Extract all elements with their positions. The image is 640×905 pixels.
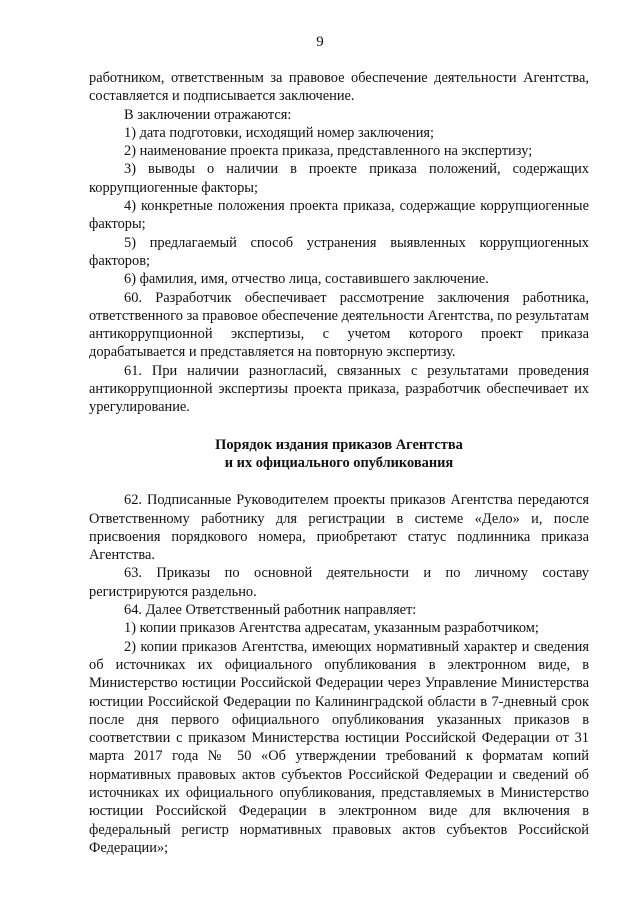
paragraph-continuation: работником, ответственным за правовое обеспечение деятельности Агентства, составляется и подписывается заключение. [89,70,589,105]
list-item-1: 1) дата подготовки, исходящий номер заключения; [124,124,435,141]
paragraph-64: 64. Далее Ответственный работник направляет: [124,602,417,619]
paragraph-63: 63. Приказы по основной деятельности и по личному составу регистрируются раздельно. [89,565,589,600]
paragraph-60: 60. Разработчик обеспечивает рассмотрение заключения работника, ответственного за правовое обеспечение деятельности Агентства, по результатам антикоррупционной экспертизы, с учетом которого проект приказа дорабатывается и представляется на повторную экспертизу. [89,289,589,361]
list-item-64-2: 2) копии приказов Агентства, имеющих нормативный характер и сведения об источниках их официального опубликования в электронном виде, в Министерство юстиции Российской Федерации через Управление Министерства юстиции Российской Федерации по Калининградской области в 7-дневный срок после дня первого официального опубликования указанных приказов в соответствии с приказом Министерства юстиции Российской Федерации от 31 марта 2017 года № 50 «Об утверждении требований к форматам копий нормативных правовых актов субъектов Российской Федерации и сведений об источниках их официального опубликования, представляемых в Министерство юстиции Российской Федерации в электронном виде для включения в федеральный регистр нормативных правовых актов субъектов Российской Федерации»; [89,638,589,856]
list-item-6: 6) фамилия, имя, отчество лица, составившего заключение. [124,271,489,288]
document-body [89,69,589,857]
section-heading-line-1: Порядок издания приказов Агентства [215,436,463,453]
list-item-64-1: 1) копии приказов Агентства адресатам, указанным разработчиком; [124,620,539,637]
page-number: 9 [316,34,324,50]
paragraph-62: 62. Подписанные Руководителем проекты приказов Агентства передаются Ответственному работнику для регистрации в системе «Дело» и, после присвоения порядкового номера, приобретают статус подлинника приказа Агентства. [89,492,589,564]
list-item-3: 3) выводы о наличии в проекте приказа положений, содержащих коррупциогенные факторы; [89,161,589,196]
paragraph-61: 61. При наличии разногласий, связанных с результатами проведения антикоррупционной экспертизы проекта приказа, разработчик обеспечивает их урегулирование. [89,362,589,416]
paragraph-conclusion-intro: В заключении отражаются: [124,106,292,123]
list-item-2: 2) наименование проекта приказа, представленного на экспертизу; [124,143,533,160]
list-item-5: 5) предлагаемый способ устранения выявленных коррупциогенных факторов; [89,234,589,269]
list-item-4: 4) конкретные положения проекта приказа, содержащие коррупциогенные факторы; [89,198,589,233]
section-heading-line-2: и их официального опубликования [224,454,454,471]
